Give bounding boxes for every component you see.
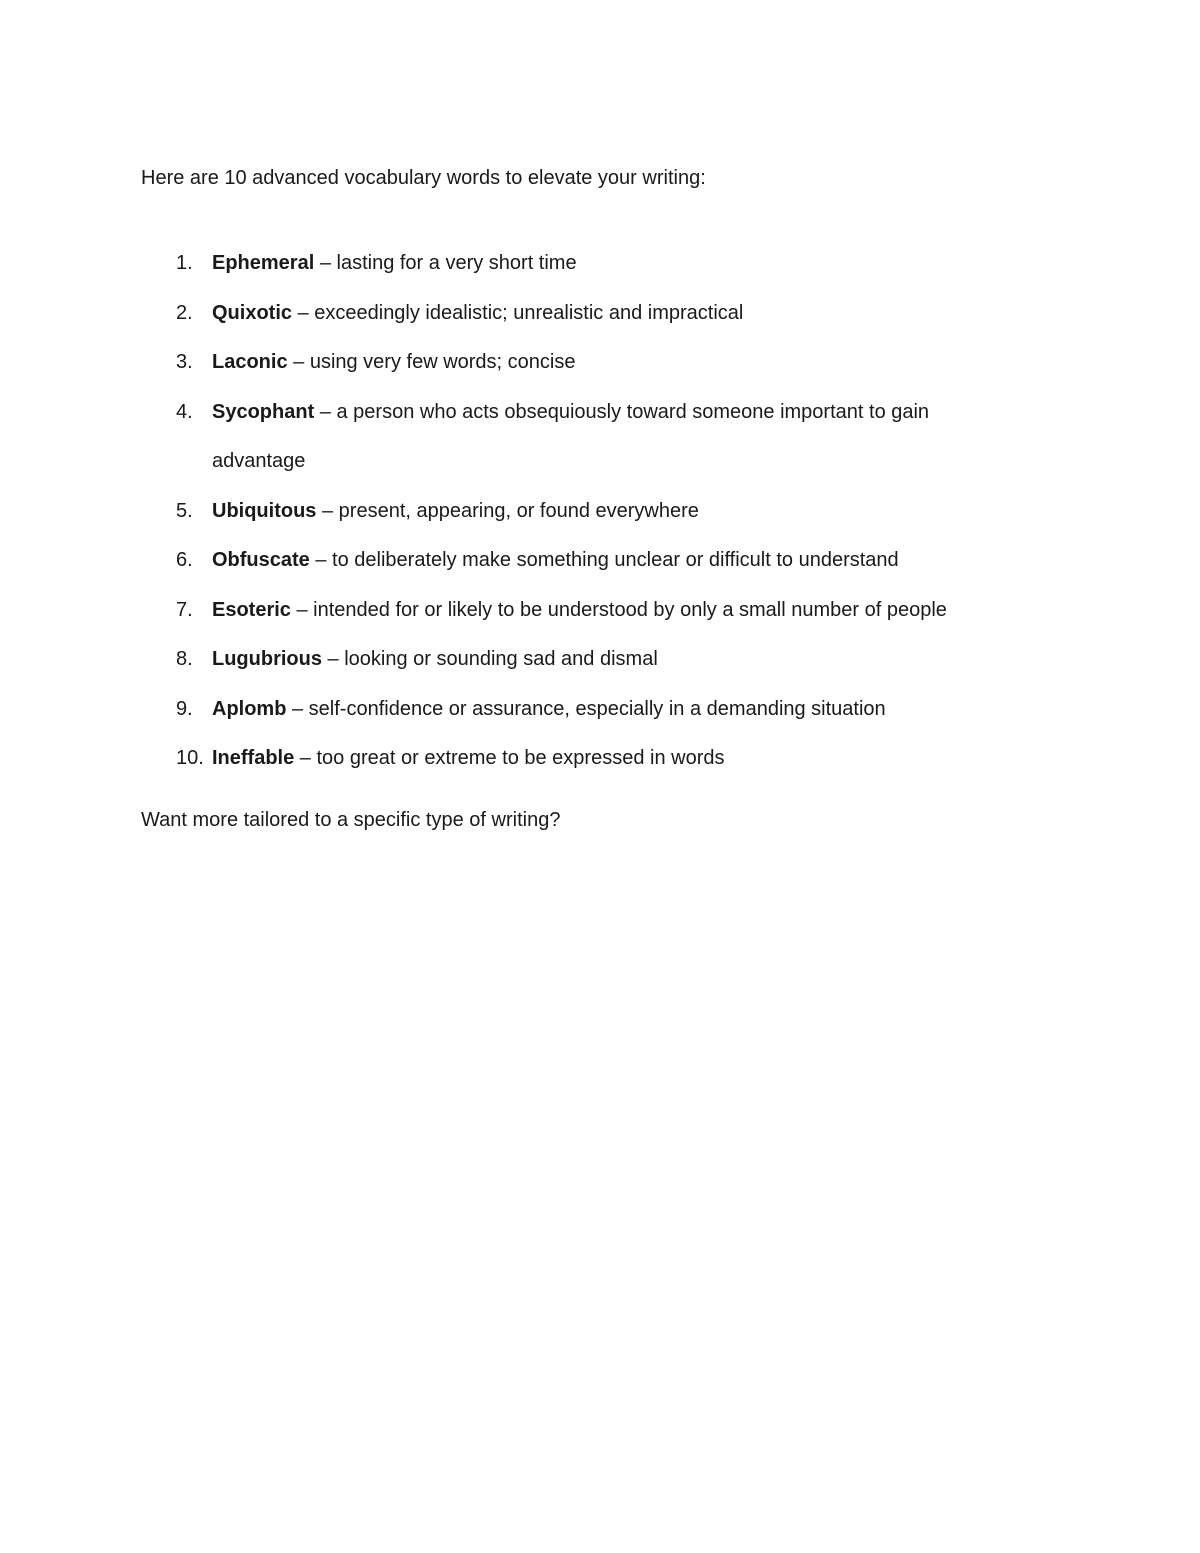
list-number: 10.: [176, 747, 204, 769]
vocab-term: Obfuscate: [212, 549, 310, 571]
vocab-definition: – to deliberately make something unclear or difficult to understand: [309, 549, 899, 571]
list-number: 3.: [176, 351, 193, 373]
list-item: [141, 388, 1041, 487]
intro-paragraph: Here are 10 advanced vocabulary words to elevate your writing:: [141, 167, 706, 189]
vocab-term: Aplomb: [212, 697, 287, 720]
vocabulary-list: [141, 239, 1041, 784]
vocab-term: Ubiquitous: [212, 499, 317, 522]
vocab-definition: – looking or sounding sad and dismal: [321, 648, 658, 670]
vocab-definition: – too great or extreme to be expressed in words: [294, 747, 725, 769]
vocab-definition: – present, appearing, or found everywhere: [316, 499, 699, 522]
list-item: [141, 338, 1041, 388]
list-number: 1.: [176, 252, 193, 274]
list-number: 4.: [176, 400, 193, 423]
vocab-term: Ineffable: [212, 747, 295, 769]
list-number: 8.: [176, 648, 193, 670]
vocab-definition-continued: advantage: [212, 450, 306, 472]
list-item: [141, 586, 1041, 636]
list-item: [141, 734, 1041, 784]
list-number: 9.: [176, 697, 193, 720]
vocab-term: Ephemeral: [212, 252, 315, 274]
vocab-definition: – self-confidence or assurance, especially in a demanding situation: [286, 697, 886, 720]
vocab-term: Esoteric: [212, 598, 291, 621]
vocab-term: Laconic: [212, 351, 288, 373]
list-item: [141, 239, 1041, 289]
list-item: [141, 635, 1041, 685]
list-item: [141, 487, 1041, 537]
list-number: 2.: [176, 301, 193, 324]
list-item: [141, 685, 1041, 735]
vocab-term: Sycophant: [212, 400, 315, 423]
list-number: 7.: [176, 598, 193, 621]
vocab-definition: – exceedingly idealistic; unrealistic and impractical: [292, 301, 744, 324]
list-number: 5.: [176, 499, 193, 522]
closing-question: Want more tailored to a specific type of writing?: [141, 809, 561, 831]
vocab-definition: – using very few words; concise: [287, 351, 576, 373]
vocab-definition: – intended for or likely to be understood by only a small number of people: [290, 598, 947, 621]
vocab-term: Quixotic: [212, 301, 293, 324]
list-item: [141, 536, 1041, 586]
list-item: [141, 289, 1041, 339]
list-number: 6.: [176, 549, 193, 571]
vocab-definition: – a person who acts obsequiously toward someone important to gain: [314, 400, 930, 423]
vocab-term: Lugubrious: [212, 648, 322, 670]
vocab-definition: – lasting for a very short time: [314, 252, 577, 274]
